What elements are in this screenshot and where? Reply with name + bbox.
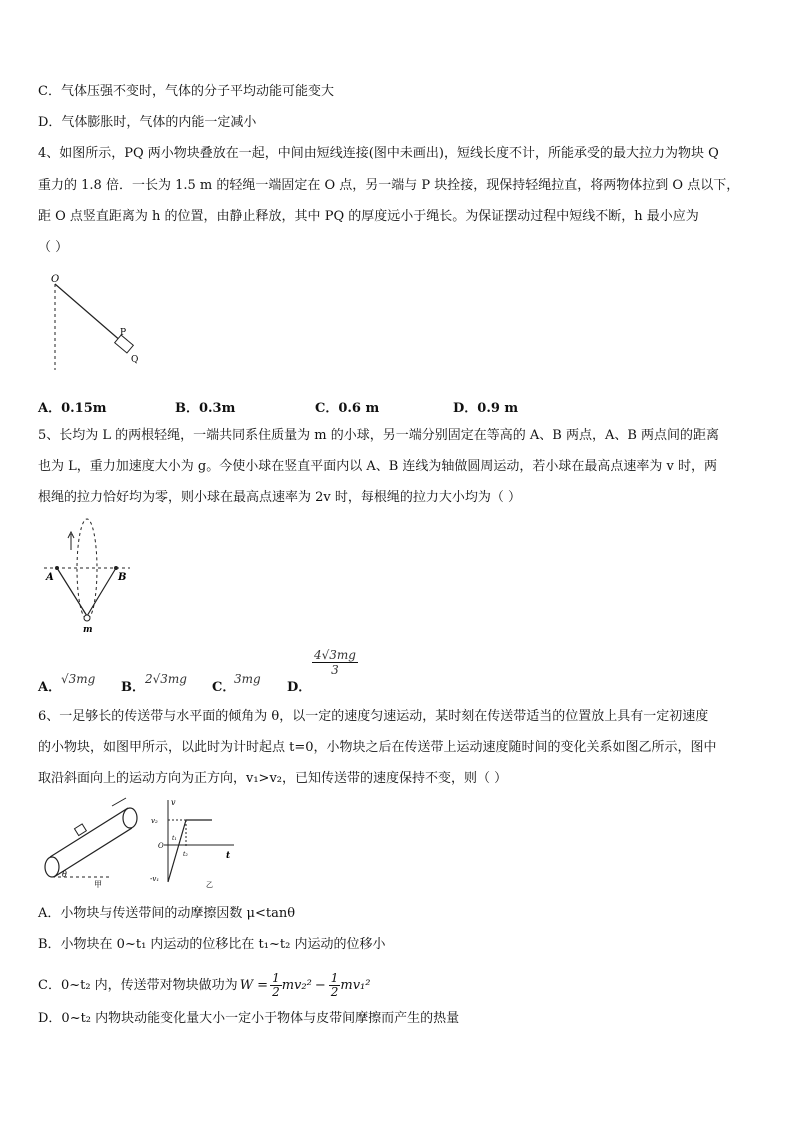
q6-c-frac1-num: 1 <box>272 971 280 985</box>
q5-option-c: C． <box>212 680 236 695</box>
q6-option-c-frac2 <box>329 972 341 999</box>
q6-stem-line1: 6、一足够长的传送带与水平面的倾角为 θ，以一定的速度匀速运动，某时刻在传送带适当的位置放上具有一定初速度 <box>38 709 709 724</box>
label-v: v <box>171 798 176 807</box>
label-theta: θ <box>62 870 67 879</box>
q5-option-d-formula <box>312 648 358 677</box>
q6-option-c-frac1 <box>270 972 282 999</box>
label-yi: 乙 <box>206 881 213 888</box>
point-a <box>55 566 59 570</box>
label-b: B <box>118 572 127 583</box>
q6-c-frac2-den: 2 <box>330 985 339 999</box>
q5-option-a: A． <box>38 680 62 695</box>
q5-d-denominator: 3 <box>331 663 339 677</box>
pulley-top <box>123 808 137 828</box>
point-b <box>114 566 118 570</box>
q4-option-d: D．0.9 m <box>453 401 519 416</box>
q6-stem-line2: 的小物块，如图甲所示，以此时为计时起点 t=0，小物块之后在传送带上运动速度随时间的变化关系如图乙所示，图中 <box>38 740 717 755</box>
q5-option-b-formula: 2√3mg <box>145 672 187 686</box>
q4-option-b: B．0.3m <box>175 401 236 416</box>
label-a: A <box>46 572 54 583</box>
q4-answer-bracket: （ ） <box>38 240 69 255</box>
q6-conveyor-figure-jia <box>40 796 150 888</box>
pulley-bottom <box>45 857 59 877</box>
small-block <box>74 824 86 836</box>
label-t2: t₂ <box>183 851 188 858</box>
q5-option-a-formula: √3mg <box>61 672 96 686</box>
label-p: P <box>120 328 127 338</box>
q6-option-c-w: W = <box>239 977 269 993</box>
q4-pendulum-figure <box>40 270 150 375</box>
label-neg-v1: -v₁ <box>150 875 160 883</box>
q6-option-a: A．小物块与传送带间的动摩擦因数 μ<tanθ <box>38 906 296 921</box>
q6-option-d: D．0~t₂ 内物块动能变化量大小一定小于物体与皮带间摩擦而产生的热量 <box>38 1011 460 1026</box>
rope-b <box>87 568 116 616</box>
label-t1: t₁ <box>172 835 177 842</box>
q6-vt-graph-yi <box>150 796 240 888</box>
q4-stem-line3: 距 O 点竖直距离为 h 的位置，由静止释放，其中 PQ 的厚度远小于绳长。为保证摆动过程中短线不断，h 最小应为 <box>38 209 699 224</box>
q5-circular-motion-figure <box>40 512 135 634</box>
q4-option-c: C．0.6 m <box>315 401 380 416</box>
motion-arrow <box>112 798 126 806</box>
q5-option-b: B． <box>121 680 145 695</box>
label-o: O <box>51 274 60 285</box>
q3-option-c: C．气体压强不变时，气体的分子平均动能可能变大 <box>38 84 334 99</box>
q5-option-c-formula: 3mg <box>234 672 261 686</box>
q3-option-d: D．气体膨胀时，气体的内能一定减小 <box>38 115 257 130</box>
q4-option-a: A．0.15m <box>38 401 107 416</box>
q6-stem-line3: 取沿斜面向上的运动方向为正方向，v₁>v₂，已知传送带的速度保持不变，则（ ） <box>38 771 508 786</box>
q4-stem-line2: 重力的 1.8 倍．一长为 1.5 m 的轻绳一端固定在 O 点，另一端与 P 块拴接，现保持轻绳拉直，将两物体拉到 O 点以下， <box>38 178 740 193</box>
rope-a <box>57 568 87 616</box>
q6-c-frac1-den: 2 <box>272 985 280 999</box>
q5-stem-line1: 5、长均为 L 的两根轻绳，一端共同系住质量为 m 的小球，另一端分别固定在等高的 A、B 两点，A、B 两点间的距离 <box>38 428 720 443</box>
q6-option-b: B．小物块在 0~t₁ 内运动的位移比在 t₁~t₂ 内运动的位移小 <box>38 937 386 952</box>
label-q: Q <box>131 355 139 365</box>
up-arrow-icon <box>68 532 74 550</box>
label-v2: v₂ <box>151 817 158 825</box>
label-m: m <box>83 625 93 634</box>
q6-option-c-minus: − <box>314 977 326 993</box>
rope-line <box>55 284 122 342</box>
q6-c-frac2-num: 1 <box>330 971 339 985</box>
label-jia: 甲 <box>94 880 102 888</box>
q6-option-c-term2: mv₁² <box>340 977 371 993</box>
q5-stem-line2: 也为 L，重力加速度大小为 g。今使小球在竖直平面内以 A、B 连线为轴做圆周运动，若小球在最高点速率为 v 时，两 <box>38 459 718 474</box>
label-o: O <box>158 842 164 850</box>
q6-option-c-term1: mv₂² <box>281 977 312 993</box>
ball <box>84 615 90 621</box>
q4-stem-line1: 4、如图所示，PQ 两小物块叠放在一起，中间由短线连接(图中未画出)，短线长度不计，所能承受的最大拉力为物块 Q <box>38 146 719 161</box>
q5-option-d: D． <box>287 680 312 695</box>
q6-option-c-text: C．0~t₂ 内，传送带对物块做功为 <box>38 977 238 993</box>
belt-top <box>50 808 128 857</box>
q6-option-c <box>38 972 370 999</box>
label-t: t <box>226 851 231 861</box>
q5-stem-line3: 根绳的拉力恰好均为零，则小球在最高点速率为 2v 时，每根绳的拉力大小均为（ ） <box>38 490 522 505</box>
q5-d-numerator: 4√3mg <box>314 648 356 662</box>
